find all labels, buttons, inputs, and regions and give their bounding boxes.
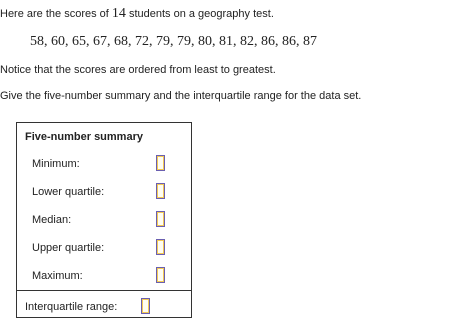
summary-title: Five-number summary xyxy=(25,131,143,143)
intro-text xyxy=(0,6,274,22)
minimum-label: Minimum: xyxy=(32,158,80,170)
notice-text: Notice that the scores are ordered from least to greatest. xyxy=(0,64,276,76)
summary-divider xyxy=(17,290,191,291)
lower-quartile-input[interactable] xyxy=(156,183,165,199)
scores-list: 58, 60, 65, 67, 68, 72, 79, 79, 80, 81, 82, 86, 86, 87 xyxy=(30,34,317,49)
maximum-label: Maximum: xyxy=(32,270,83,282)
lower-quartile-label: Lower quartile: xyxy=(32,186,105,198)
iqr-input[interactable] xyxy=(141,298,150,314)
intro-before: Here are the scores of xyxy=(0,8,112,20)
row-upper-quartile xyxy=(32,239,182,259)
row-median xyxy=(32,211,182,231)
upper-quartile-input[interactable] xyxy=(156,239,165,255)
row-minimum xyxy=(32,155,182,175)
upper-quartile-label: Upper quartile: xyxy=(32,242,105,254)
instruction-text: Give the five-number summary and the interquartile range for the data set. xyxy=(0,90,362,102)
median-input[interactable] xyxy=(156,211,165,227)
five-number-summary-box xyxy=(16,122,192,318)
minimum-input[interactable] xyxy=(156,155,165,171)
row-lower-quartile xyxy=(32,183,182,203)
student-count: 14 xyxy=(111,6,126,21)
intro-after: students on a geography test. xyxy=(125,8,274,20)
median-label: Median: xyxy=(32,214,72,226)
row-maximum xyxy=(32,267,182,287)
row-interquartile-range xyxy=(25,298,185,318)
maximum-input[interactable] xyxy=(156,267,165,283)
iqr-label: Interquartile range: xyxy=(25,301,118,313)
